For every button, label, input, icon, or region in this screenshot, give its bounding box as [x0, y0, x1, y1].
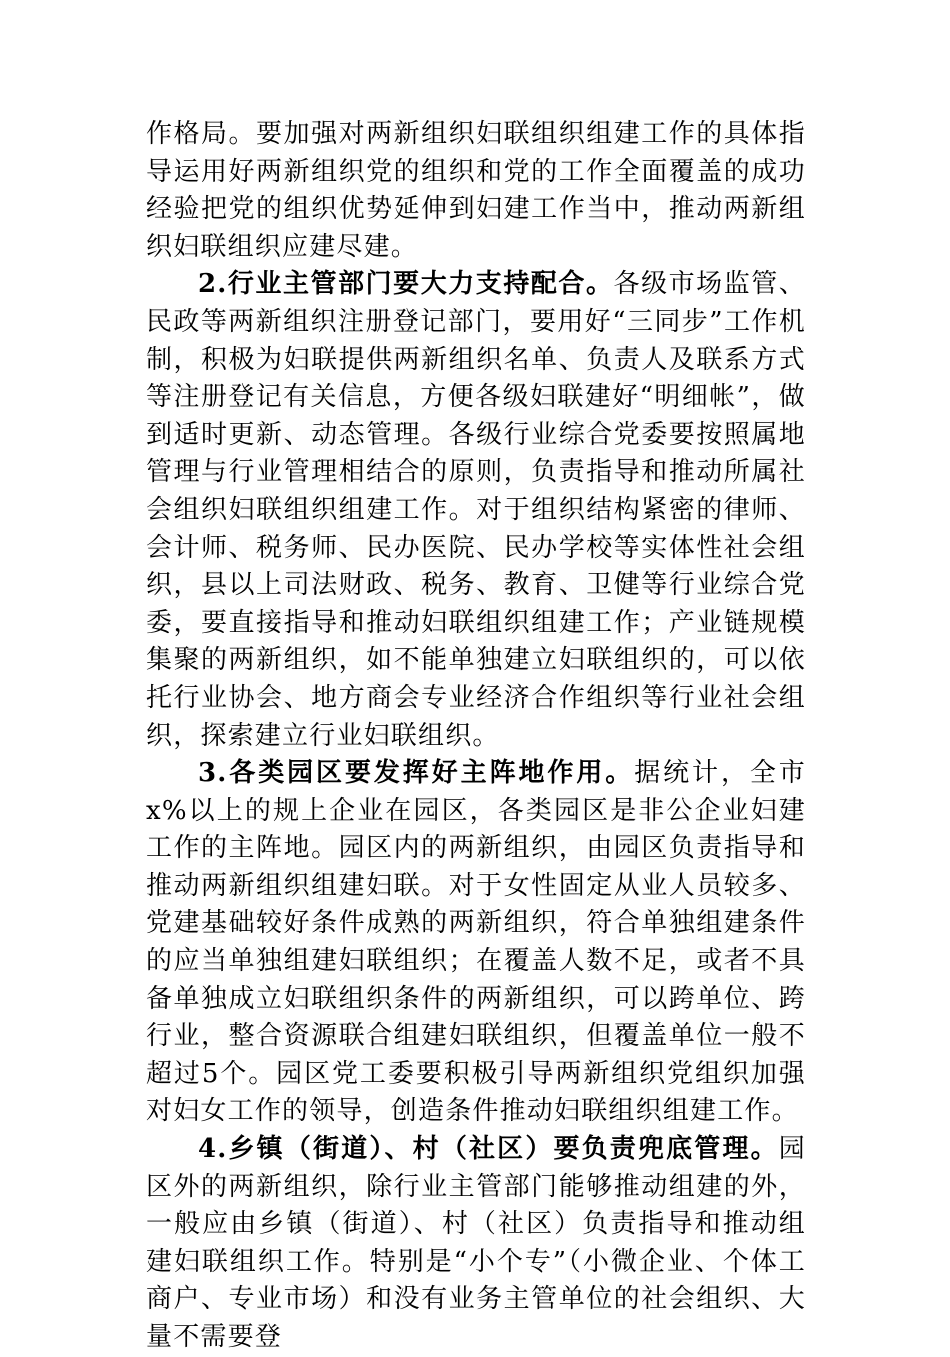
- paragraph-3-text: 据统计，全市x%以上的规上企业在园区，各类园区是非公企业妇建工作的主阵地。园区内的两新组织，由园区负责指导和推动两新组织组建妇联。对于女性固定从业人员较多、党建基础较好条件成熟的两新组织，符合单独组建条件的应当单独组建妇联组织；在覆盖人数不足，或者不具备单独成立妇联组织条件的两新组织，可以跨单位、跨行业，整合资源联合组建妇联组织，但覆盖单位一般不超过5个。园区党工委要积极引导两新组织党组织加强对妇女工作的领导，创造条件推动妇联组织组建工作。: [146, 758, 807, 1127]
- paragraph-4: [146, 1131, 806, 1357]
- paragraph-2-heading: 2.行业主管部门要大力支持配合。: [198, 269, 614, 300]
- paragraph-1: [146, 116, 806, 266]
- paragraph-4-text: 园区外的两新组织，除行业主管部门能够推动组建的外，一般应由乡镇（街道）、村（社区）负责指导和推动组建妇联组织工作。特别是“小个专”（小微企业、个体工商户、专业市场）和没有业务主管单位的社会组织、大量不需要登: [146, 1134, 806, 1352]
- paragraph-2-text: 各级市场监管、民政等两新组织注册登记部门，要用好“三同步”工作机制，积极为妇联提供两新组织名单、负责人及联系方式等注册登记有关信息，方便各级妇联建好“明细帐”，做到适时更新、动态管理。各级行业综合党委要按照属地管理与行业管理相结合的原则，负责指导和推动所属社会组织妇联组织组建工作。对于组织结构紧密的律师、会计师、税务师、民办医院、民办学校等实体性社会组织，县以上司法财政、税务、教育、卫健等行业综合党委，要直接指导和推动妇联组织组建工作；产业链规模集聚的两新组织，如不能单独建立妇联组织的，可以依托行业协会、地方商会专业经济合作组织等行业社会组织，探索建立行业妇联组织。: [146, 269, 807, 751]
- paragraph-3-heading: 3.各类园区要发挥好主阵地作用。: [198, 758, 635, 789]
- paragraph-4-heading: 4.乡镇（街道）、村（社区）要负责兜底管理。: [198, 1134, 779, 1165]
- paragraph-3: [146, 755, 806, 1131]
- paragraph-2: [146, 266, 806, 755]
- document-page: [146, 116, 806, 1357]
- paragraph-1-text: 作格局。要加强对两新组织妇联组织组建工作的具体指导运用好两新组织党的组织和党的工作全面覆盖的成功经验把党的组织优势延伸到妇建工作当中，推动两新组织妇联组织应建尽建。: [146, 119, 806, 262]
